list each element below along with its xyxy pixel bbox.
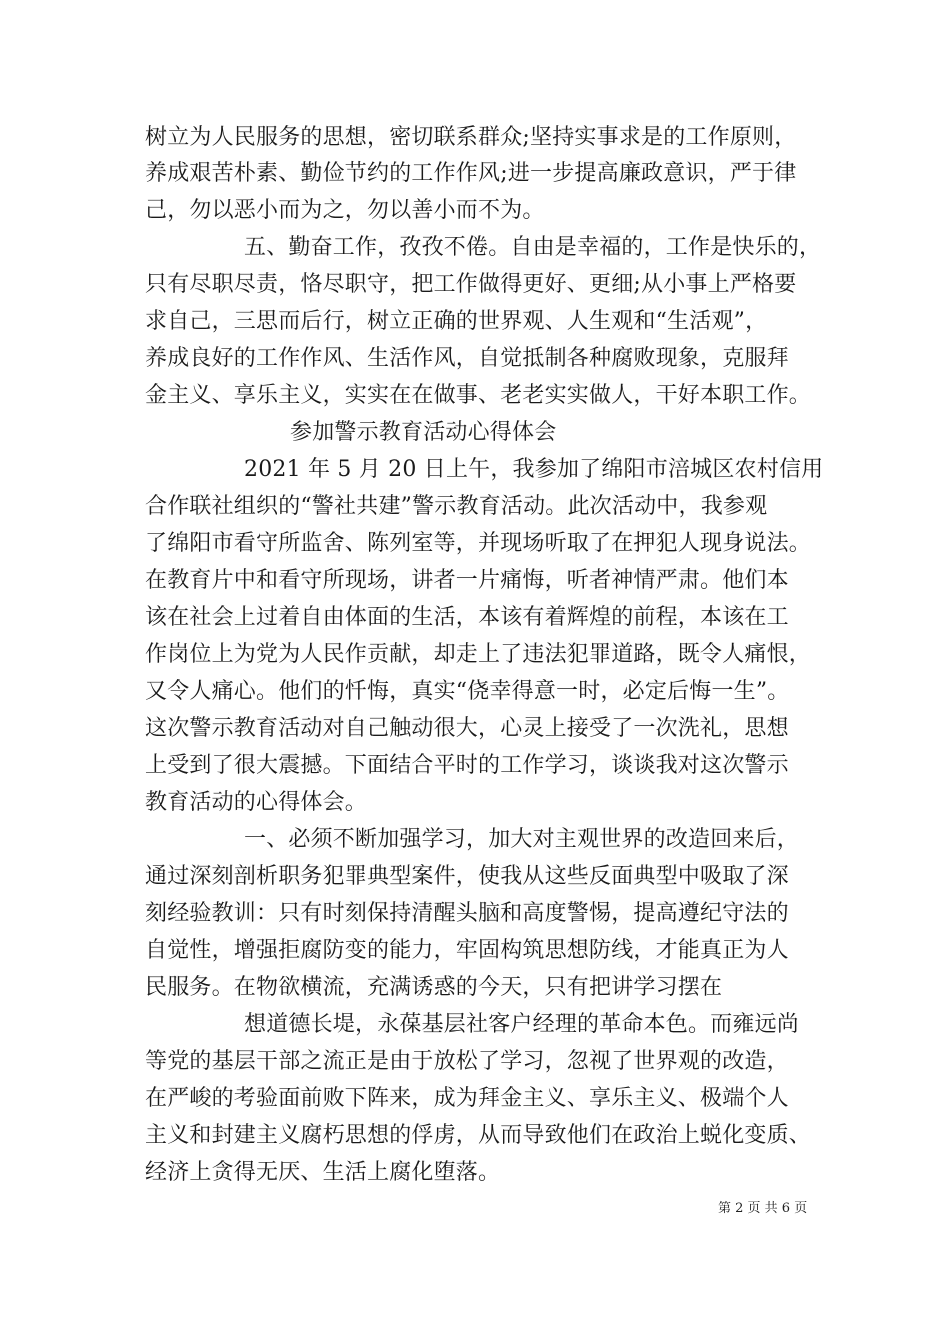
- page-number: 第 2 页 共 6 页: [718, 1201, 808, 1216]
- body-text-line: 养成良好的工作作风、生活作风，自觉抵制各种腐败现象，克服拜: [145, 346, 789, 371]
- body-text-line: 上受到了很大震撼。下面结合平时的工作学习，谈谈我对这次警示: [145, 753, 789, 778]
- body-text-line: 等党的基层干部之流正是由于放松了学习，忽视了世界观的改造，: [145, 1049, 789, 1074]
- body-text-line: 金主义、享乐主义，实实在在做事、老老实实做人，干好本职工作。: [145, 383, 812, 408]
- body-text-line: 这次警示教育活动对自己触动很大，心灵上接受了一次洗礼，思想: [145, 716, 789, 741]
- body-text-line: 通过深刻剖析职务犯罪典型案件，使我从这些反面典型中吸取了深: [145, 864, 789, 889]
- body-text-line: 民服务。在物欲横流，充满诱惑的今天，只有把讲学习摆在: [145, 975, 723, 1000]
- body-text-line: 在教育片中和看守所现场，讲者一片痛悔，听者神情严肃。他们本: [145, 568, 789, 593]
- body-text-line: 在严峻的考验面前败下阵来，成为拜金主义、享乐主义、极端个人: [145, 1086, 789, 1111]
- body-text-line: 求自己，三思而后行，树立正确的世界观、人生观和“生活观”，: [145, 309, 768, 334]
- body-text-line: 主义和封建主义腐朽思想的俘虏，从而导致他们在政治上蜕化变质、: [145, 1123, 812, 1148]
- continuation-paragraph-opening: 想道德长堤，永葆基层社客户经理的革命本色。而雍远尚: [244, 1012, 800, 1037]
- body-text-line: 己，勿以恶小而为之，勿以善小而不为。: [145, 198, 545, 223]
- section-one-opening: 一、必须不断加强学习，加大对主观世界的改造回来后，: [244, 827, 800, 852]
- body-text-line: 作岗位上为党为人民作贡献，却走上了违法犯罪道路，既令人痛恨，: [145, 642, 812, 667]
- body-text-line: 养成艰苦朴素、勤俭节约的工作作风;进一步提高廉政意识，严于律: [145, 161, 797, 186]
- body-text-line: 树立为人民服务的思想，密切联系群众;坚持实事求是的工作原则，: [145, 125, 797, 150]
- body-text-line: 教育活动的心得体会。: [145, 790, 368, 815]
- body-text-line: 了绵阳市看守所监舍、陈列室等，并现场听取了在押犯人现身说法。: [145, 531, 812, 556]
- body-text-line: 又令人痛心。他们的忏悔，真实“侥幸得意一时，必定后悔一生”。: [145, 679, 790, 704]
- article-title: 参加警示教育活动心得体会: [290, 420, 557, 445]
- body-text-line: 自觉性，增强拒腐防变的能力，牢固构筑思想防线，才能真正为人: [145, 938, 789, 963]
- body-text-line: 经济上贪得无厌、生活上腐化堕落。: [145, 1160, 501, 1185]
- body-text-line: 该在社会上过着自由体面的生活，本该有着辉煌的前程，本该在工: [145, 605, 789, 630]
- body-text-line: 只有尽职尽责，恪尽职守，把工作做得更好、更细;从小事上严格要: [145, 272, 797, 297]
- section-five-opening: 五、勤奋工作，孜孜不倦。自由是幸福的，工作是快乐的，: [244, 235, 822, 260]
- body-text-line: 刻经验教训：只有时刻保持清醒头脑和高度警惕，提高遵纪守法的: [145, 901, 789, 926]
- body-text-line: 合作联社组织的“警社共建”警示教育活动。此次活动中，我参观: [145, 494, 768, 519]
- intro-paragraph-opening: 2021 年 5 月 20 日上午，我参加了绵阳市涪城区农村信用: [244, 457, 824, 482]
